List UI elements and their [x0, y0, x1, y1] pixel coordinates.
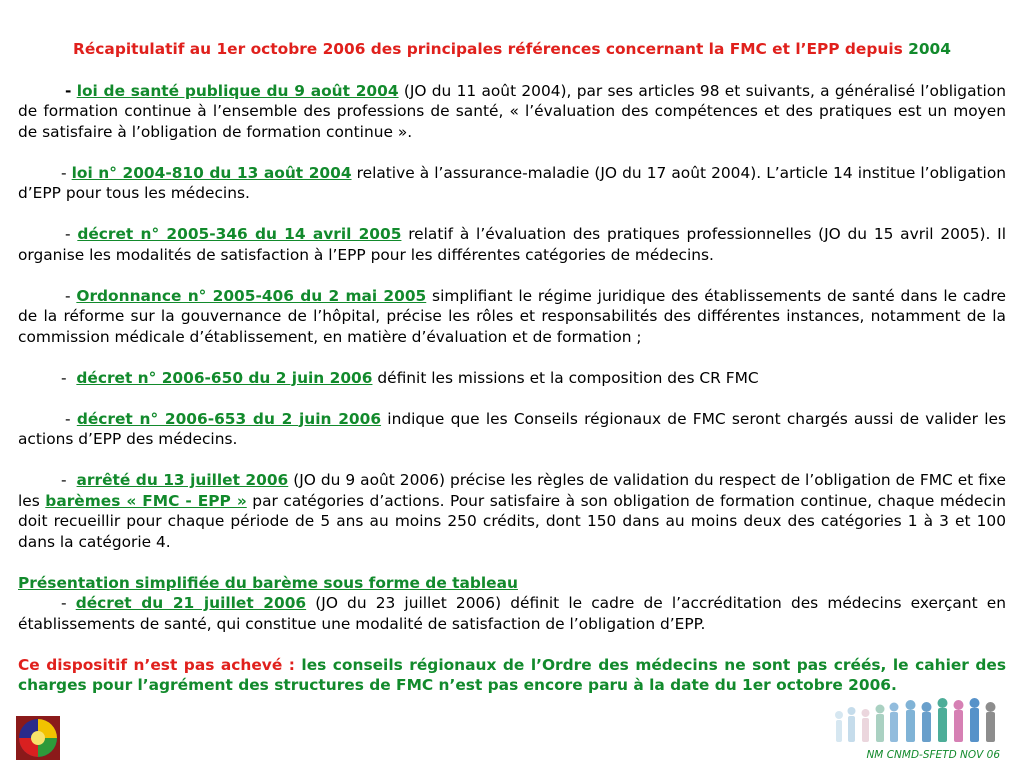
item-text: (JO du 23 juillet 2006) définit le cadre de l’accréditation des médecins exerçant en établissements de santé, qui constitue une modalité de satisfaction de l’obligation d’EPP. — [18, 594, 1006, 633]
link-decret-653[interactable]: décret n° 2006-653 du 2 juin 2006 — [76, 409, 382, 428]
item-text: simplifiant le régime juridique des établissements de santé dans le cadre de la réforme sur la gouvernance de l’hôpital, précise les rôles et responsabilités des différentes instances, notamment de la commission médicale d’établissement, en matière d’évaluation et de formation ; — [18, 286, 1006, 346]
link-baremes[interactable]: barèmes « FMC - EPP » — [45, 491, 247, 510]
section-link-row — [18, 573, 1006, 594]
item-text: (JO du 11 août 2004), par ses articles 98 et suivants, a généralisé l’obligation de formation continue à l’ensemble des professions de santé, « l’évaluation des compétences et des pratiques est un moyen de satisfaire à l’obligation de formation continue ». — [18, 81, 1006, 141]
page-title — [18, 39, 1006, 60]
item-text: relative à l’assurance-maladie (JO du 17 août 2004). L’article 14 institue l’obligation d’EPP pour tous les médecins. — [18, 163, 1006, 202]
item-loi-sante — [18, 81, 1006, 143]
item-decret-653 — [18, 409, 1006, 450]
link-decret-juillet[interactable]: décret du 21 juillet 2006 — [75, 594, 307, 612]
item-dash: - — [65, 81, 72, 100]
footer-credit: NM CNMD-SFETD NOV 06 — [866, 749, 1000, 761]
link-loi-sante[interactable]: loi de santé publique du 9 août 2004 — [76, 81, 399, 100]
item-dash: - — [61, 368, 67, 387]
item-decret-juillet — [18, 593, 1006, 634]
item-text: par catégories d’actions. Pour satisfaire à son obligation de formation continue, chaque médecin doit recueillir pour chaque période de 5 ans au moins 250 crédits, dont 150 dans au moins deux des catégories 1 à 3 et 100 dans la catégorie 4. — [18, 491, 1007, 551]
link-decret-650[interactable]: décret n° 2006-650 du 2 juin 2006 — [76, 368, 373, 387]
link-bareme-tableau[interactable]: Présentation simplifiée du barème sous forme de tableau — [18, 573, 518, 592]
title-year: 2004 — [908, 40, 951, 58]
document-body — [18, 39, 1006, 716]
item-dash: - — [65, 286, 71, 305]
item-decret-346 — [18, 224, 1006, 265]
item-dash: - — [61, 471, 67, 489]
item-dash: - — [65, 409, 71, 428]
final-note — [18, 655, 1006, 696]
final-note-green: les conseils régionaux de l’Ordre des médecins ne sont pas créés, le cahier des charges pour l’agrément des structures de FMC n’est pas encore paru à la date du 1er octobre 2006. — [18, 655, 1006, 694]
link-loi-810[interactable]: loi n° 2004-810 du 13 août 2004 — [71, 163, 352, 182]
link-decret-346[interactable]: décret n° 2005-346 du 14 avril 2005 — [77, 225, 402, 243]
link-ordonnance[interactable]: Ordonnance n° 2005-406 du 2 mai 2005 — [76, 286, 427, 305]
final-note-red: Ce dispositif n’est pas achevé : — [18, 655, 295, 674]
item-decret-650 — [18, 368, 1006, 389]
item-dash: - — [61, 163, 72, 182]
title-main: Récapitulatif au 1er octobre 2006 des principales références concernant la FMC et l’EPP depuis — [73, 40, 903, 58]
item-loi-810 — [18, 163, 1006, 204]
item-text: (JO du 9 août 2006) précise les règles de validation du respect de l’obligation de FMC et fixe les — [18, 471, 1006, 510]
item-dash: - — [61, 594, 67, 612]
link-arrete[interactable]: arrêté du 13 juillet 2006 — [76, 471, 289, 489]
item-arrete — [18, 470, 1006, 552]
item-text: définit les missions et la composition des CR FMC — [372, 368, 759, 387]
item-dash: - — [65, 225, 71, 243]
item-text: indique que les Conseils régionaux de FMC seront chargés aussi de valider les actions d’EPP des médecins. — [18, 409, 1006, 448]
colored-circle-logo-icon — [16, 716, 60, 760]
item-text: relatif à l’évaluation des pratiques professionnelles (JO du 15 avril 2005). Il organise les modalités de satisfaction à l’EPP pour les différentes catégories de médecins. — [18, 225, 1006, 264]
item-ordonnance — [18, 286, 1006, 348]
crayon-people-figures-icon — [832, 698, 1002, 744]
